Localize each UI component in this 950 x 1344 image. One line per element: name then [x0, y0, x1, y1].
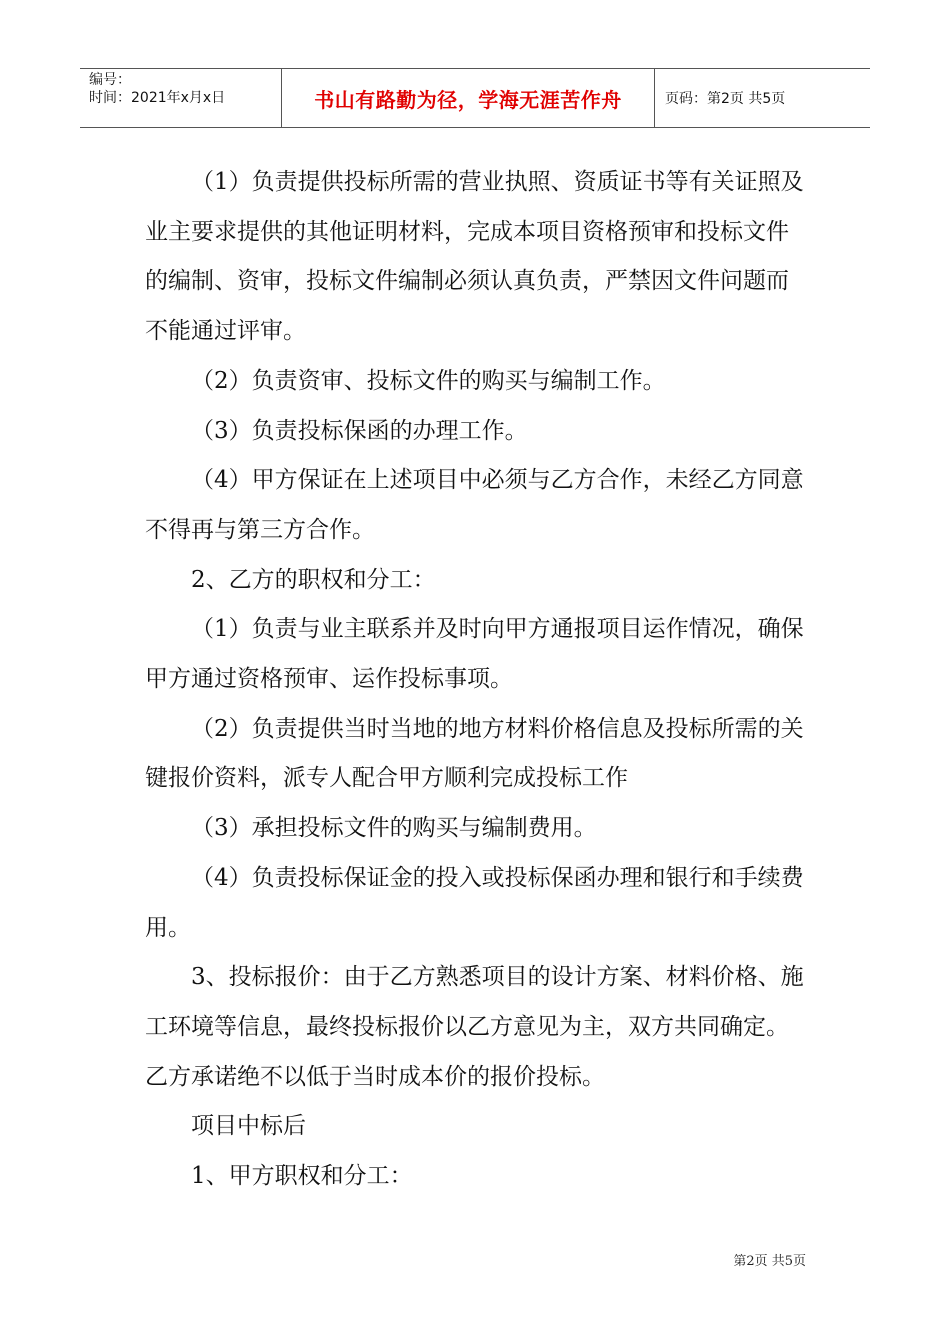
page-header [80, 68, 870, 128]
document-number-label: 编号： [89, 72, 131, 88]
paragraph: （1）负责提供投标所需的营业执照、资质证书等有关证照及业主要求提供的其他证明材料，完成本项目资格预审和投标文件的编制、资审，投标文件编制必须认真负责，严禁因文件问题而不能通过评审。 [145, 169, 804, 345]
paragraph: （3）承担投标文件的购买与编制费用。 [191, 815, 597, 842]
section-heading: 1、甲方职权和分工： [191, 1163, 413, 1190]
document-body [145, 158, 810, 1202]
document-time-label: 时间：2021年x月x日 [89, 90, 226, 106]
paragraph: （2）负责资审、投标文件的购买与编制工作。 [191, 367, 666, 394]
header-motto: 书山有路勤为径，学海无涯苦作舟 [281, 69, 655, 127]
paragraph: （2）负责提供当时当地的地方材料价格信息及投标所需的关键报价资料，派专人配合甲方顺利完成投标工作 [145, 715, 804, 792]
header-meta [80, 69, 281, 127]
paragraph: （3）负责投标保函的办理工作。 [191, 417, 528, 444]
section-heading: 项目中标后 [191, 1113, 306, 1140]
paragraph: （1）负责与业主联系并及时向甲方通报项目运作情况，确保甲方通过资格预审、运作投标事项。 [145, 616, 804, 693]
header-page-info: 页码：第2页 共5页 [665, 91, 786, 107]
paragraph: （4）负责投标保证金的投入或投标保函办理和银行和手续费用。 [145, 864, 804, 941]
page-footer: 第2页 共5页 [733, 1254, 806, 1269]
paragraph: （4）甲方保证在上述项目中必须与乙方合作，未经乙方同意不得再与第三方合作。 [145, 467, 804, 543]
paragraph: 3、投标报价：由于乙方熟悉项目的设计方案、材料价格、施工环境等信息，最终投标报价以乙方意见为主，双方共同确定。乙方承诺绝不以低于当时成本价的报价投标。 [145, 964, 804, 1090]
section-heading: 2、乙方的职权和分工： [191, 566, 436, 593]
